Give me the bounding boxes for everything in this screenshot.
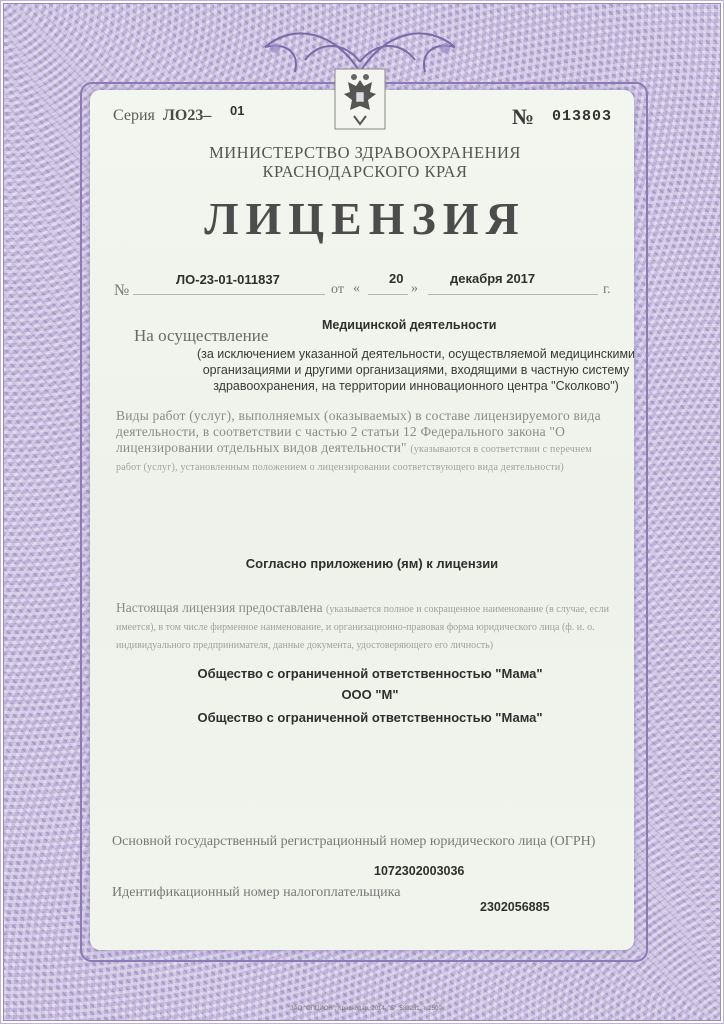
document-title: ЛИЦЕНЗИЯ (204, 193, 526, 244)
works-text: Виды работ (услуг), выполняемых (оказываемых) в составе лицензируемого вида деятельности, в соответствии с частью 2 статьи 12 Федерального закона "О лицензировании отдельных видов деятельности" (116, 408, 601, 455)
licensee-full-name: Общество с ограниченной ответственностью "Мама" (197, 666, 543, 681)
activity-type: Медицинской деятельности (322, 318, 497, 332)
licensee-short-name: ООО "М" (341, 687, 399, 702)
printer-info: ЗАО "ОПЦИОН", Краснодар, 2014, "Б", 580231, т. 2500. (290, 1006, 444, 1012)
license-month-year: декабря 2017 (450, 271, 536, 286)
month-underline (428, 294, 598, 295)
quote-open: « (353, 281, 360, 296)
inn-label: Идентификационный номер налогоплательщика (112, 885, 401, 900)
ogrn-label: Основной государственный регистрационный номер юридического лица (ОГРН) (112, 834, 596, 849)
ogrn-value: 1072302003036 (374, 864, 465, 878)
license-day: 20 (389, 271, 404, 286)
activity-clarification: (за исключением указанной деятельности, осуществляемой медицинскими организациями и другими организациями, входящими в частную систему здравоохранения, на территории инновационного центра "Сколково") (196, 347, 636, 393)
quote-close: » (411, 281, 418, 296)
day-underline (368, 294, 408, 295)
inn-value: 2302056885 (480, 900, 550, 914)
activity-label: На осуществление (134, 326, 269, 345)
from-label: от (331, 282, 344, 297)
license-number: ЛО-23-01-011837 (176, 272, 280, 287)
series-code: ЛО23– (163, 107, 212, 124)
licensee-paragraph (116, 600, 612, 654)
number-symbol: № (512, 104, 535, 129)
license-number-symbol: № (114, 282, 130, 299)
licensee-note: (указывается полное и сокращенное наименование (в случае, если имеется), в том числе фирменное наименование, и организационно-правовая форма юридического лица (ф. и. о. индивидуального предпринимателя, данные документа, удостоверяющего его личность) (116, 604, 610, 651)
works-paragraph (116, 408, 612, 476)
licensee-firm-name: Общество с ограниченной ответственностью "Мама" (197, 710, 543, 725)
blank-number: 013803 (552, 108, 613, 125)
licensee-text: Настоящая лицензия предоставлена (116, 600, 323, 615)
series-number: 01 (230, 103, 245, 118)
works-value: Согласно приложению (ям) к лицензии (245, 556, 499, 571)
authority-line-2: КРАСНОДАРСКОГО КРАЯ (262, 162, 468, 181)
series-label: Серия (113, 107, 155, 124)
year-suffix: г. (603, 282, 611, 297)
works-note: (указываются в соответствии с перечнем работ (услуг), установленным положением о лицензировании соответствующего вида деятельности) (116, 444, 592, 473)
license-number-underline (133, 294, 325, 295)
authority-line-1: МИНИСТЕРСТВО ЗДРАВООХРАНЕНИЯ (209, 143, 521, 162)
coat-of-arms-icon (334, 68, 386, 130)
issuing-authority (140, 143, 590, 181)
